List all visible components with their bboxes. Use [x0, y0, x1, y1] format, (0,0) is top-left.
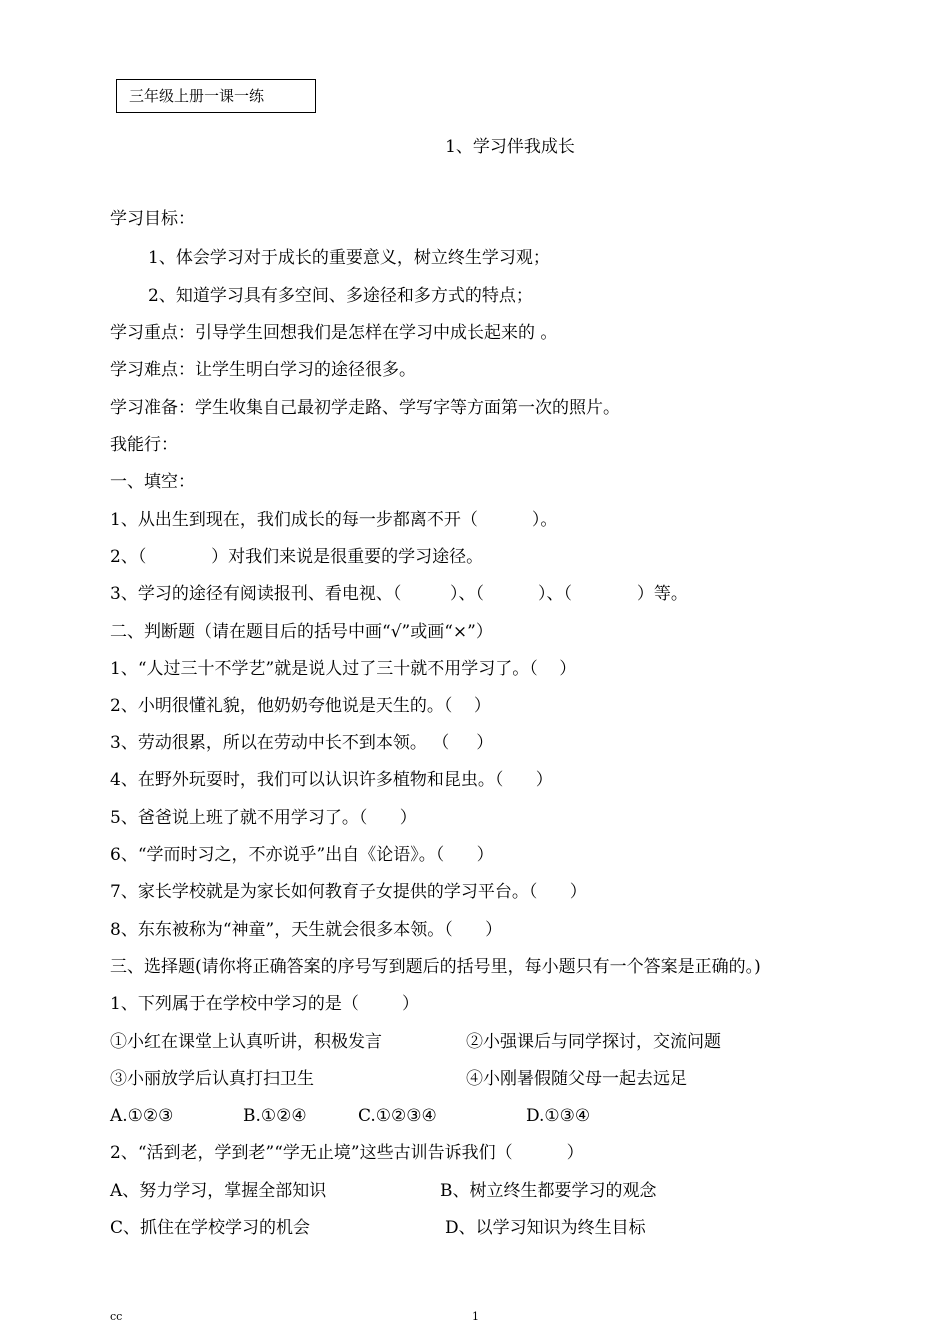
lesson-title-text: 1、学习伴我成长 [445, 137, 575, 157]
choice-q1-option: ④小刚暑假随父母一起去远足 [466, 1069, 687, 1089]
page-number: 1 [472, 1310, 479, 1323]
judge-item: 5、爸爸说上班了就不用学习了。（ ） [110, 808, 417, 828]
key-point: 学习重点：引导学生回想我们是怎样在学习中成长起来的 。 [110, 323, 558, 343]
judge-item: 6、“学而时习之，不亦说乎”出自《论语》。（ ） [110, 845, 494, 865]
judge-item: 8、东东被称为“神童”，天生就会很多本领。（ ） [110, 920, 503, 940]
choice-heading: 三、选择题(请你将正确答案的序号写到题后的括号里，每小题只有一个答案是正确的。) [110, 957, 761, 977]
choice-q1-option: ②小强课后与同学探讨，交流问题 [466, 1032, 721, 1052]
choice-q1-answer-d: D.①③④ [526, 1106, 591, 1126]
choice-q1-answer-b: B.①②④ [243, 1106, 307, 1126]
choice-q2-answer-b: B、树立终生都要学习的观念 [440, 1181, 657, 1201]
choice-q1-answer-a: A.①②③ [110, 1106, 174, 1126]
choice-q1-answer-c: C.①②③④ [358, 1106, 437, 1126]
preparation: 学习准备：学生收集自己最初学走路、学写字等方面第一次的照片。 [110, 398, 620, 418]
goals-heading: 学习目标： [110, 209, 195, 229]
judge-item: 1、“人过三十不学艺”就是说人过了三十就不用学习了。（ ） [110, 659, 577, 679]
judge-heading: 二、判断题（请在题目后的括号中画“√”或画“×”） [110, 622, 493, 642]
judge-item: 4、在野外玩耍时，我们可以认识许多植物和昆虫。（ ） [110, 770, 553, 790]
choice-q2-answer-c: C、抓住在学校学习的机会 [110, 1218, 311, 1238]
choice-q1-stem: 1、下列属于在学校中学习的是（ ） [110, 994, 420, 1014]
choice-q2-stem: 2、“活到老，学到老”“学无止境”这些古训告诉我们（ ） [110, 1143, 584, 1163]
fill-item: 1、从出生到现在，我们成长的每一步都离不开（ ）。 [110, 510, 558, 530]
grade-label-box: 三年级上册一课一练 [116, 79, 316, 113]
choice-q1-option: ③小丽放学后认真打扫卫生 [110, 1069, 314, 1089]
choice-q1-option: ①小红在课堂上认真听讲，积极发言 [110, 1032, 382, 1052]
judge-item: 3、劳动很累，所以在劳动中长不到本领。 （ ） [110, 733, 494, 753]
goal-item: 2、知道学习具有多空间、多途径和多方式的特点； [148, 286, 533, 306]
goal-item: 1、体会学习对于成长的重要意义，树立终生学习观； [148, 248, 550, 268]
i-can-heading: 我能行： [110, 435, 178, 455]
difficulty: 学习难点：让学生明白学习的途径很多。 [110, 360, 416, 380]
choice-q2-answer-d: D、以学习知识为终生目标 [445, 1218, 646, 1238]
fill-item: 3、学习的途径有阅读报刊、看电视、（ ）、（ ）、（ ）等。 [110, 584, 688, 604]
lesson-title [0, 132, 950, 157]
fill-item: 2、（ ）对我们来说是很重要的学习途径。 [110, 547, 484, 567]
judge-item: 7、家长学校就是为家长如何教育子女提供的学习平台。（ ） [110, 882, 587, 902]
fill-heading: 一、填空： [110, 472, 195, 492]
choice-q2-answer-a: A、努力学习，掌握全部知识 [110, 1181, 327, 1201]
footer-left: cc [110, 1310, 123, 1323]
judge-item: 2、小明很懂礼貌，他奶奶夸他说是天生的。（ ） [110, 696, 491, 716]
